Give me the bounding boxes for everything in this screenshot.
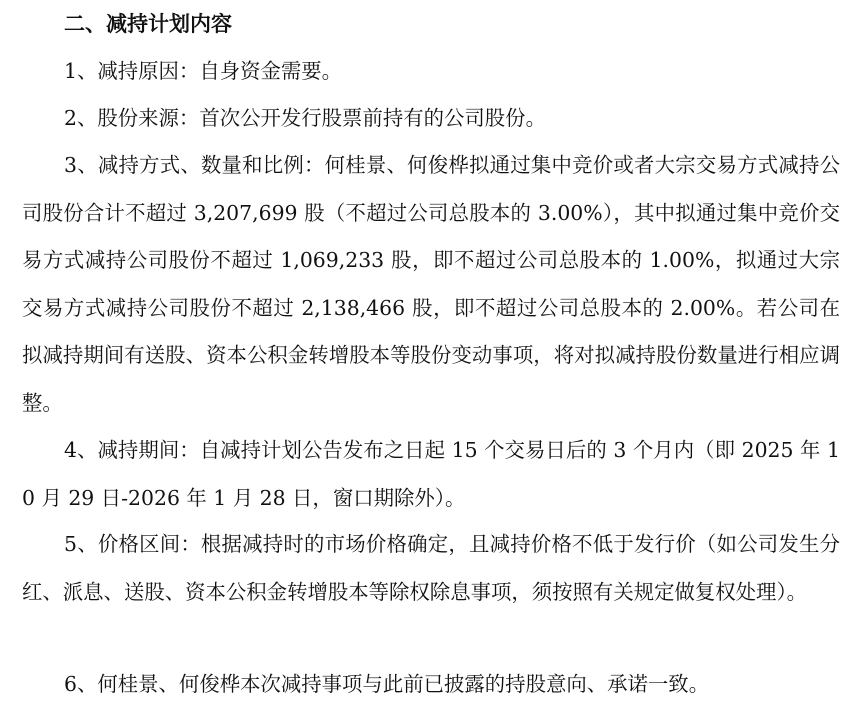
paragraph-share-source: 2、股份来源：首次公开发行股票前持有的公司股份。 <box>64 106 546 130</box>
paragraph-commitment-consistency: 6、何桂景、何俊桦本次减持事项与此前已披露的持股意向、承诺一致。 <box>64 672 710 696</box>
paragraph-price-range: 5、价格区间：根据减持时的市场价格确定，且减持价格不低于发行价（如公司发生分红、派息、送股、资本公积金转增股本等除权除息事项，须按照有关规定做复权处理）。 <box>22 532 840 604</box>
paragraph-reduction-period: 4、减持期间：自减持计划公告发布之日起 15 个交易日后的 3 个月内（即 2025 年 10 月 29 日-2026 年 1 月 28 日，窗口期除外）。 <box>22 438 840 510</box>
paragraph-reduction-method: 3、减持方式、数量和比例：何桂景、何俊桦拟通过集中竞价或者大宗交易方式减持公司股份合计不超过 3,207,699 股（不超过公司总股本的 3.00%），其中拟通过集中竞价交易方式减持公司股份不超过 1,069,233 股，即不超过公司总股本的 1.00%，拟通过大宗交易方式减持公司股份不超过 2,138,466 股，即不超过公司总股本的 2.00%。若公司在拟减持期间有送股、资本公积金转增股本等股份变动事项，将对拟减持股份数量进行相应调整。 <box>22 153 840 415</box>
paragraph-reduction-reason: 1、减持原因：自身资金需要。 <box>64 59 343 83</box>
section-heading: 二、减持计划内容 <box>64 12 232 36</box>
